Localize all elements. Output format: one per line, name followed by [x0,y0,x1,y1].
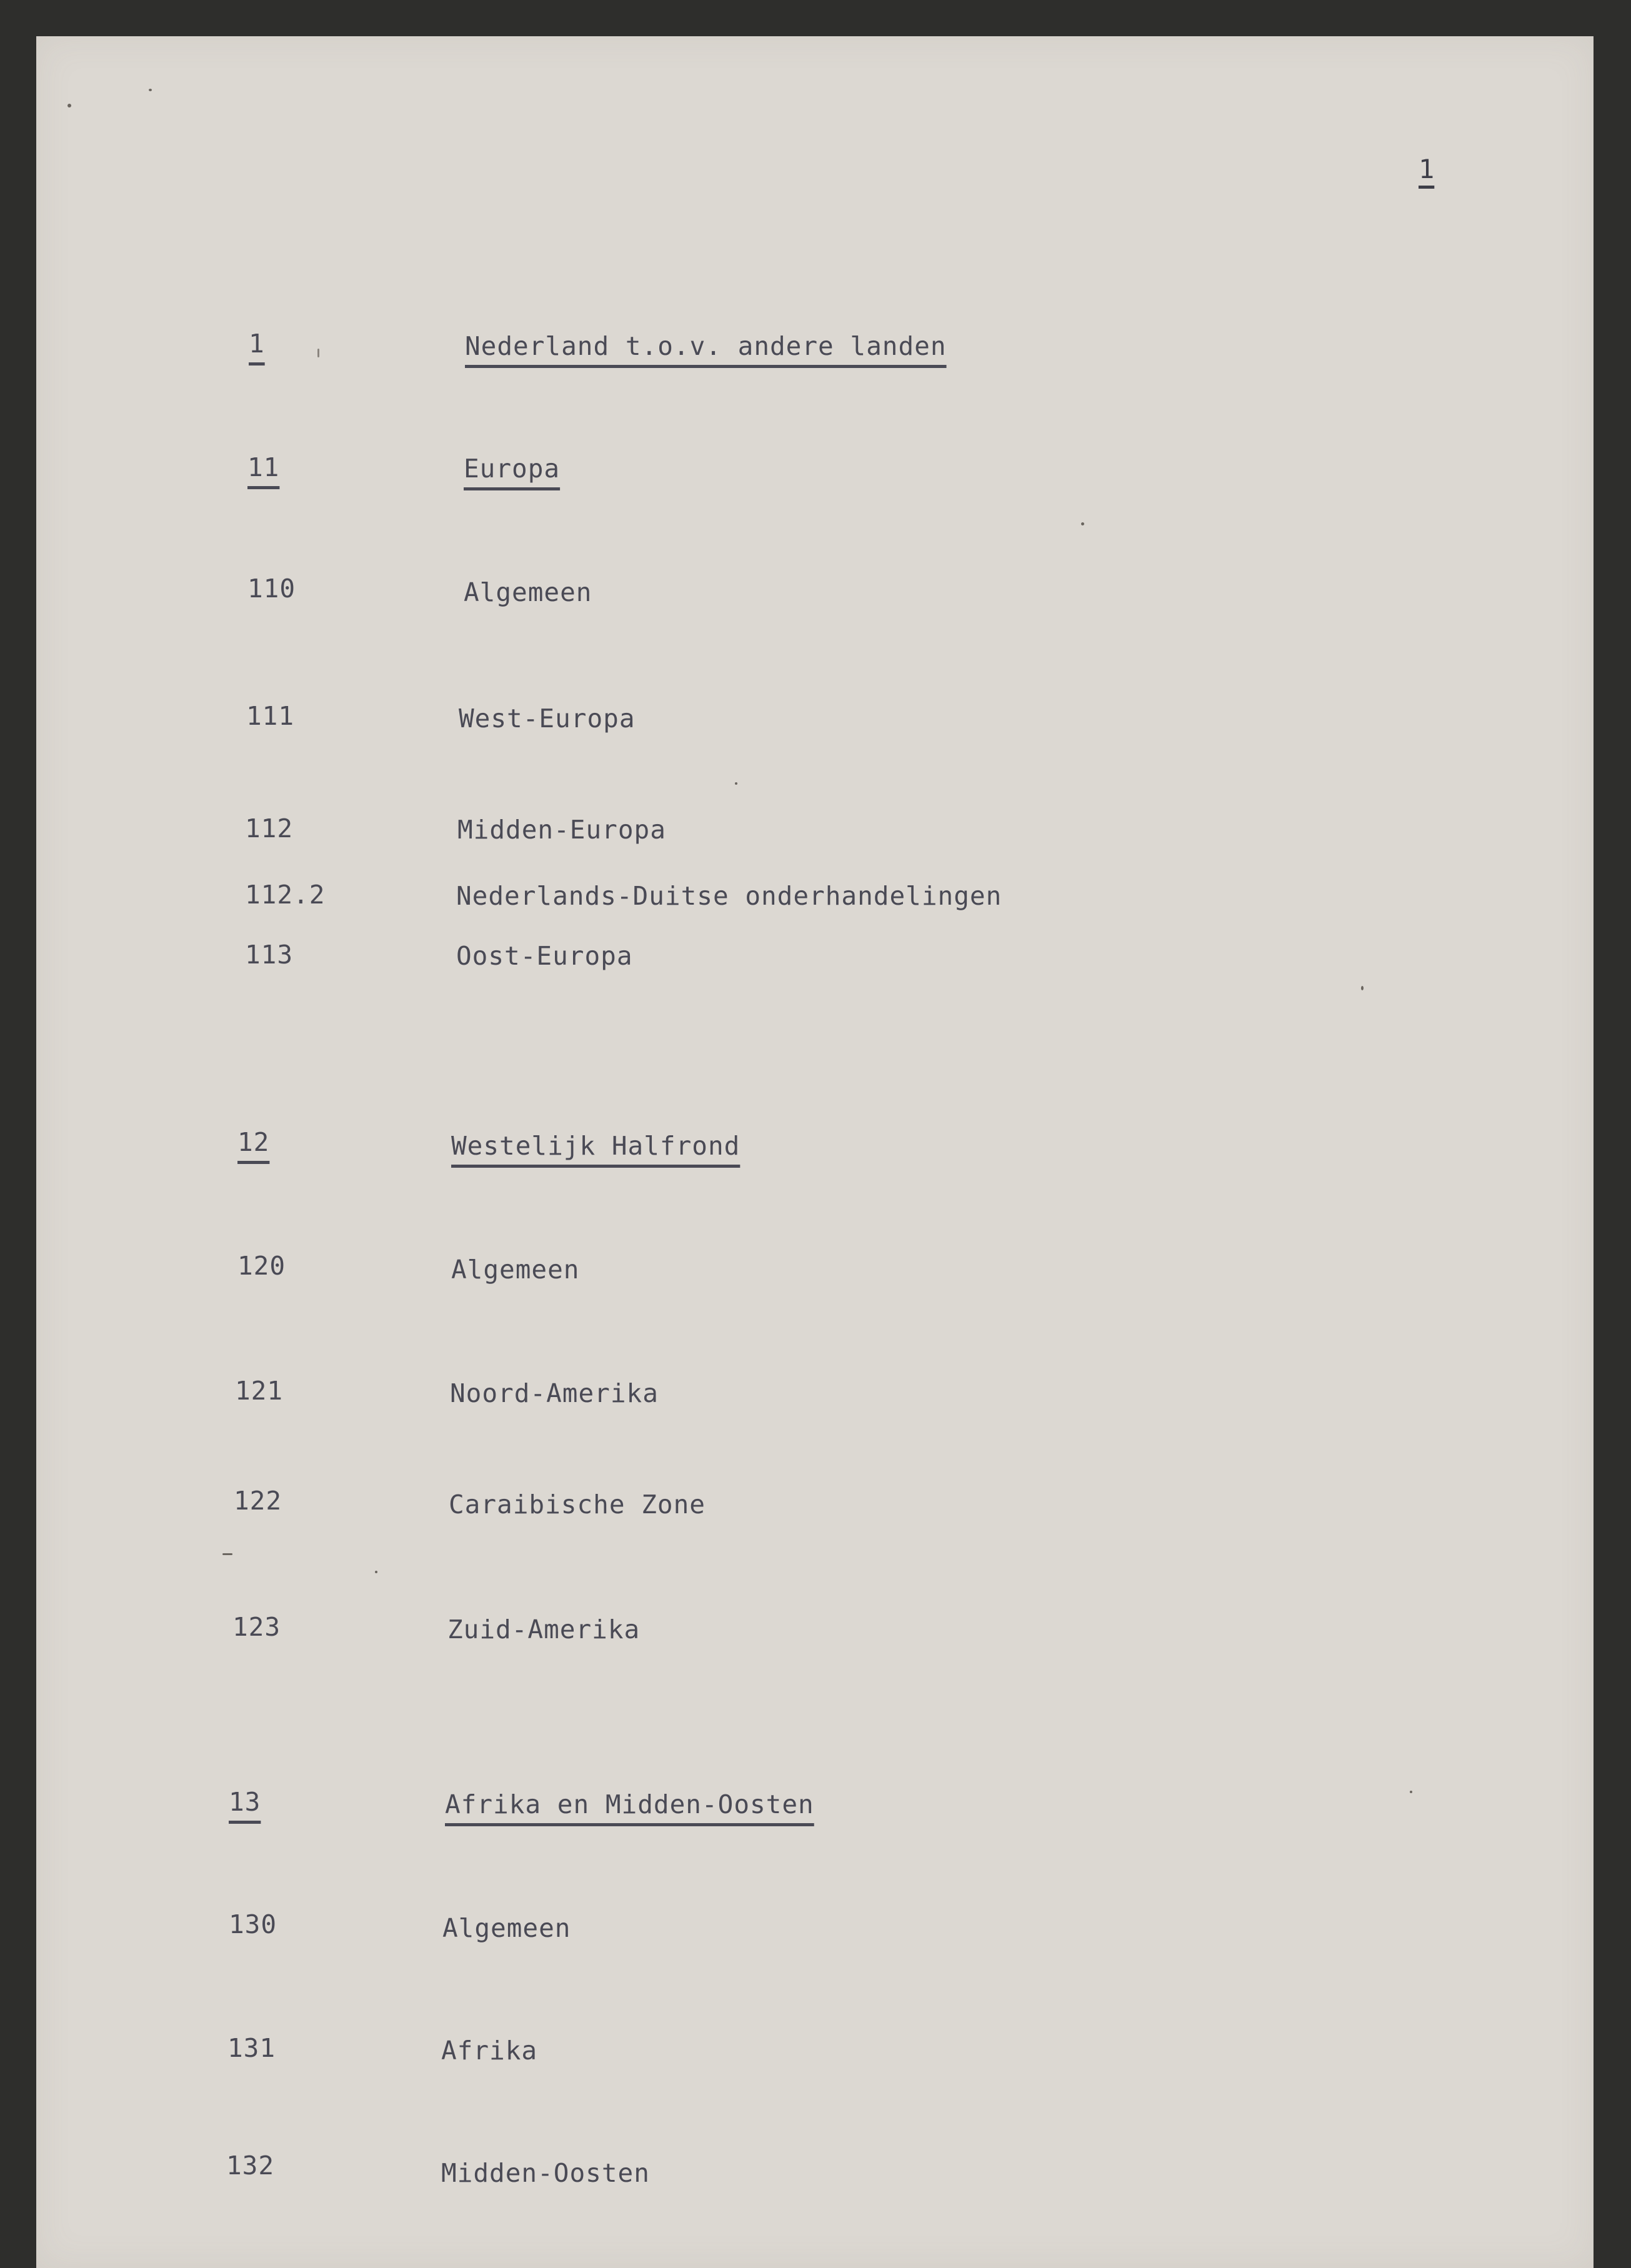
dust-speck [149,89,152,91]
page-number: 1 [1419,154,1435,184]
entry-label: Algemeen [442,1913,571,1943]
dust-speck [67,104,71,107]
entry-label: Caraibische Zone [449,1490,706,1519]
entry-code: 113 [245,940,294,970]
entry-code: 123 [232,1612,281,1642]
entry-code: 131 [227,2033,276,2063]
entry-label: Midden-Europa [457,815,666,845]
entry-label: Midden-Oosten [441,2158,650,2188]
dust-speck [222,1553,232,1555]
entry-code: 11 [247,452,280,482]
entry-code: 111 [246,701,295,731]
dust-speck [1361,986,1364,990]
entry-label: Oost-Europa [456,941,633,971]
entry-code: 132 [226,2151,275,2181]
entry-label: Algemeen [464,577,592,607]
entry-label: Nederlands-Duitse onderhandelingen [456,881,1002,911]
entry-label: Algemeen [451,1255,580,1285]
entry-label: Westelijk Halfrond [451,1131,741,1161]
entry-code: 120 [237,1251,286,1281]
entry-code: 130 [229,1909,277,1939]
entry-label: West-Europa [459,704,636,734]
entry-code: 13 [229,1787,261,1817]
document-page [36,36,1594,2268]
dust-speck [1410,1791,1412,1793]
entry-code: 12 [237,1127,270,1157]
entry-label: Afrika [441,2036,538,2066]
entry-label: Europa [464,454,561,484]
entry-label: Nederland t.o.v. andere landen [465,331,947,361]
entry-code: 112.2 [245,880,326,910]
dust-speck [735,782,737,785]
dust-speck [1081,522,1084,525]
entry-label: Noord-Amerika [450,1378,659,1408]
entry-label: Afrika en Midden-Oosten [445,1789,814,1819]
entry-code: 122 [234,1486,282,1516]
entry-code: 110 [247,574,296,604]
entry-label: Zuid-Amerika [447,1614,641,1644]
entry-code: 112 [245,813,294,843]
entry-code: 121 [235,1376,284,1406]
dust-speck [317,349,319,357]
dust-speck [375,1571,377,1573]
entry-code: 1 [249,329,265,359]
